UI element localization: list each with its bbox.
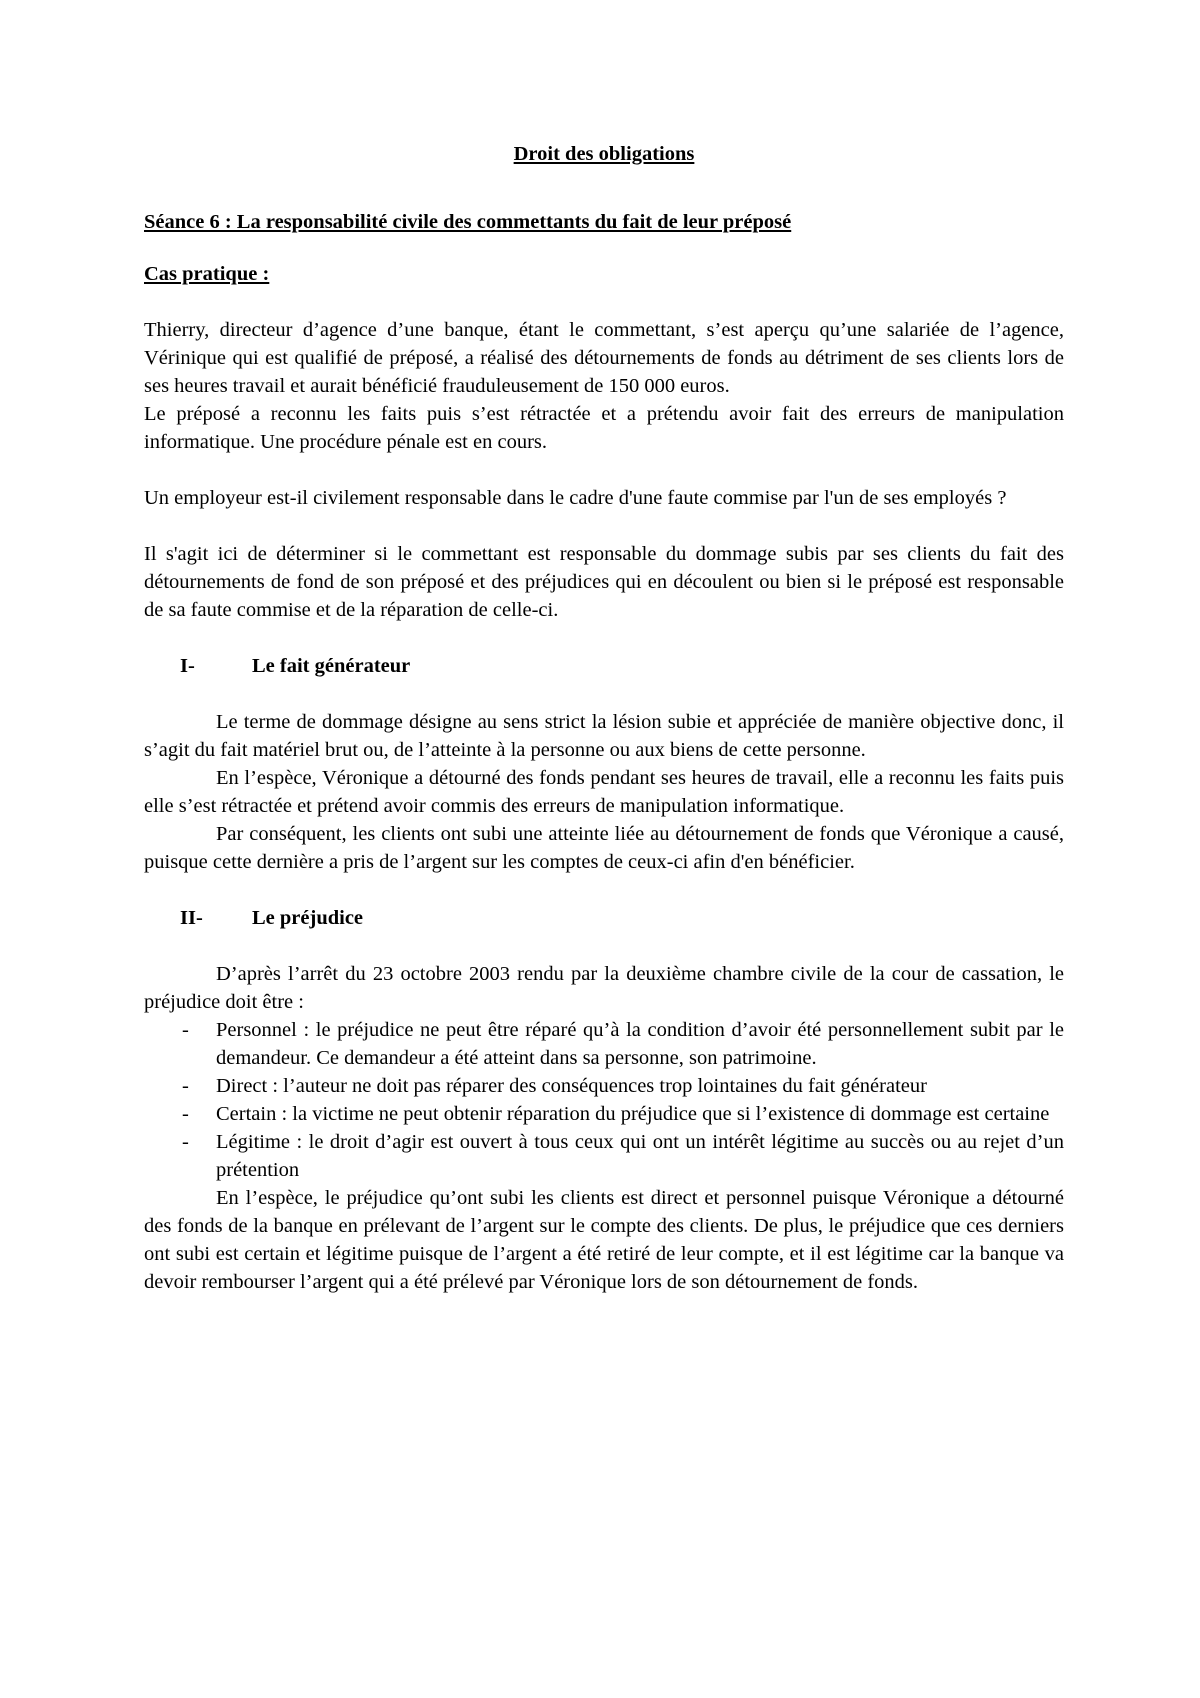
dash-bullet: - <box>182 1131 189 1153</box>
section-paragraph: D’après l’arrêt du 23 octobre 2003 rendu par la deuxième chambre civile de la cour de cassation, le préjudice doit être : <box>144 963 1064 1013</box>
document-content <box>144 140 1064 1296</box>
document-title: Droit des obligations <box>513 143 695 165</box>
section-paragraph: Par conséquent, les clients ont subi une atteinte liée au détournement de fonds que Véronique a causé, puisque cette dernière a pris de l’argent sur les comptes de ceux-ci afin d'en bénéficier. <box>144 823 1064 873</box>
section-heading-2 <box>144 904 1064 932</box>
dash-bullet: - <box>182 1075 189 1097</box>
session-title: Séance 6 : La responsabilité civile des commettants du fait de leur préposé <box>144 211 792 233</box>
case-heading: Cas pratique : <box>144 263 270 285</box>
list-item: - Certain : la victime ne peut obtenir réparation du préjudice que si l’existence di dommage est certaine <box>144 1100 1064 1128</box>
case-paragraph: Le préposé a reconnu les faits puis s’est rétractée et a prétendu avoir fait des erreurs de manipulation informatique. Une procédure pénale est en cours. <box>144 403 1064 453</box>
section-number: I- <box>180 655 195 677</box>
criteria-list <box>144 1016 1064 1184</box>
section-paragraph: Le terme de dommage désigne au sens strict la lésion subie et appréciée de manière objective donc, il s’agit du fait matériel brut ou, de l’atteinte à la personne ou aux biens de cette personne. <box>144 711 1064 761</box>
section-title: Le préjudice <box>252 907 364 929</box>
section-paragraph: En l’espèce, le préjudice qu’ont subi les clients est direct et personnel puisque Véronique a détourné des fonds de la banque en prélevant de l’argent sur le compte des clients. De plus, le préjudice que ces derniers ont subi est certain et légitime puisque de l’argent a été retiré de leur compte, et il est légitime car la banque va devoir rembourser l’argent qui a été prélevé par Véronique lors de son détournement de fonds. <box>144 1187 1064 1293</box>
legal-question: Un employeur est-il civilement responsable dans le cadre d'une faute commise par l'un de ses employés ? <box>144 487 1007 509</box>
case-paragraph: Thierry, directeur d’agence d’une banque, étant le commettant, s’est aperçu qu’une salariée de l’agence, Vérinique qui est qualifié de préposé, a réalisé des détournements de fonds au détriment de ses clients lors de ses heures travail et aurait bénéficié frauduleusement de 150 000 euros. <box>144 319 1064 397</box>
section-paragraph: En l’espèce, Véronique a détourné des fonds pendant ses heures de travail, elle a reconnu les faits puis elle s’est rétractée et prétend avoir commis des erreurs de manipulation informatique. <box>144 767 1064 817</box>
problem-statement: Il s'agit ici de déterminer si le commettant est responsable du dommage subis par ses clients du fait des détournements de fond de son préposé et des préjudices qui en découlent ou bien si le préposé est responsable de sa faute commise et de la réparation de celle-ci. <box>144 543 1064 621</box>
dash-bullet: - <box>182 1019 189 1041</box>
list-item: - Direct : l’auteur ne doit pas réparer des conséquences trop lointaines du fait générateur <box>144 1072 1064 1100</box>
section-title: Le fait générateur <box>252 655 411 677</box>
dash-bullet: - <box>182 1103 189 1125</box>
section-number: II- <box>180 907 203 929</box>
section-heading-1 <box>144 652 1064 680</box>
list-item: - Personnel : le préjudice ne peut être réparé qu’à la condition d’avoir été personnellement subit par le demandeur. Ce demandeur a été atteint dans sa personne, son patrimoine. <box>144 1016 1064 1072</box>
list-item: - Légitime : le droit d’agir est ouvert à tous ceux qui ont un intérêt légitime au succès ou au rejet d’un prétention <box>144 1128 1064 1184</box>
